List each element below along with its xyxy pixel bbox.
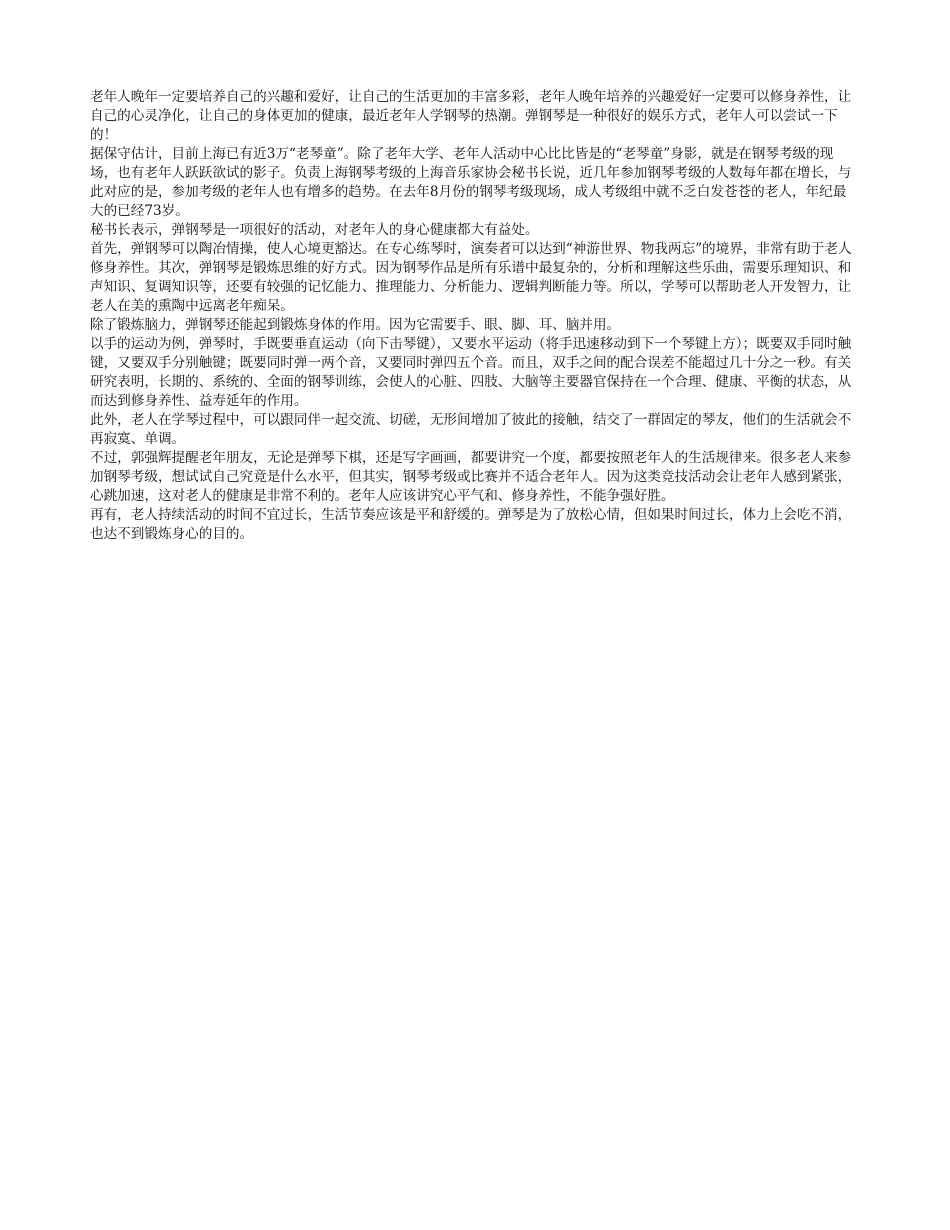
paragraph-intro: 老年人晚年一定要培养自己的兴趣和爱好，让自己的生活更加的丰富多彩，老年人晚年培养的兴趣爱好一定要可以修身养性，让自己的心灵净化，让自己的身体更加的健康，最近老年人学钢琴的热潮。弹钢琴是一种很好的娱乐方式，老年人可以尝试一下的！ [90,89,852,143]
paragraph-secretary-statement: 秘书长表示，弹钢琴是一项很好的活动，对老年人的身心健康都大有益处。 [90,222,539,238]
paragraph-shanghai-estimate: 据保守估计，目前上海已有近3万“老琴童”。除了老年大学、老年人活动中心比比皆是的“老琴童”身影，就是在钢琴考级的现场，也有老年人跃跃欲试的影子。负责上海钢琴考级的上海音乐家协会秘书长说，近几年参加钢琴考级的人数每年都在增长，与此对应的是，参加考级的老年人也有增多的趋势。在去年8月份的钢琴考级现场，成人考级组中就不乏白发苍苍的老人，年纪最大的已经73岁。 [90,146,852,219]
paragraph-social-benefits: 此外，老人在学琴过程中，可以跟同伴一起交流、切磋，无形间增加了彼此的接触，结交了一群固定的琴友，他们的生活就会不再寂寞、单调。 [90,412,852,447]
paragraph-hand-movement: 以手的运动为例，弹琴时，手既要垂直运动（向下击琴键），又要水平运动（将手迅速移动到下一个琴键上方）；既要双手同时触键，又要双手分别触键；既要同时弹一两个音，又要同时弹四五个音。而且，双手之间的配合误差不能超过几十分之一秒。有关研究表明，长期的、系统的、全面的钢琴训练，会使人的心脏、四肢、大脑等主要器官保持在一个合理、健康、平衡的状态，从而达到修身养性、益寿延年的作用。 [90,336,852,409]
article-body [90,88,858,544]
paragraph-caution: 不过，郭强辉提醒老年朋友，无论是弹琴下棋，还是写字画画，都要讲究一个度，都要按照老年人的生活规律来。很多老人来参加钢琴考级，想试试自己究竟是什么水平，但其实，钢琴考级或比赛并不适合老年人。因为这类竞技活动会让老年人感到紧张，心跳加速，这对老人的健康是非常不利的。老年人应该讲究心平气和、修身养性，不能争强好胜。 [90,450,852,504]
paragraph-physical-benefits: 除了锻炼脑力，弹钢琴还能起到锻炼身体的作用。因为它需要手、眼、脚、耳、脑并用。 [90,317,621,333]
paragraph-duration-advice: 再有，老人持续活动的时间不宜过长，生活节奏应该是平和舒缓的。弹琴是为了放松心情，但如果时间过长，体力上会吃不消，也达不到锻炼身心的目的。 [90,507,852,542]
paragraph-mental-benefits: 首先，弹钢琴可以陶冶情操，使人心境更豁达。在专心练琴时，演奏者可以达到“神游世界、物我两忘”的境界，非常有助于老人修身养性。其次，弹钢琴是锻炼思维的好方式。因为钢琴作品是所有乐谱中最复杂的，分析和理解这些乐曲，需要乐理知识、和声知识、复调知识等，还要有较强的记忆能力、推理能力、分析能力、逻辑判断能力等。所以，学琴可以帮助老人开发智力，让老人在美的熏陶中远离老年痴呆。 [90,241,852,314]
